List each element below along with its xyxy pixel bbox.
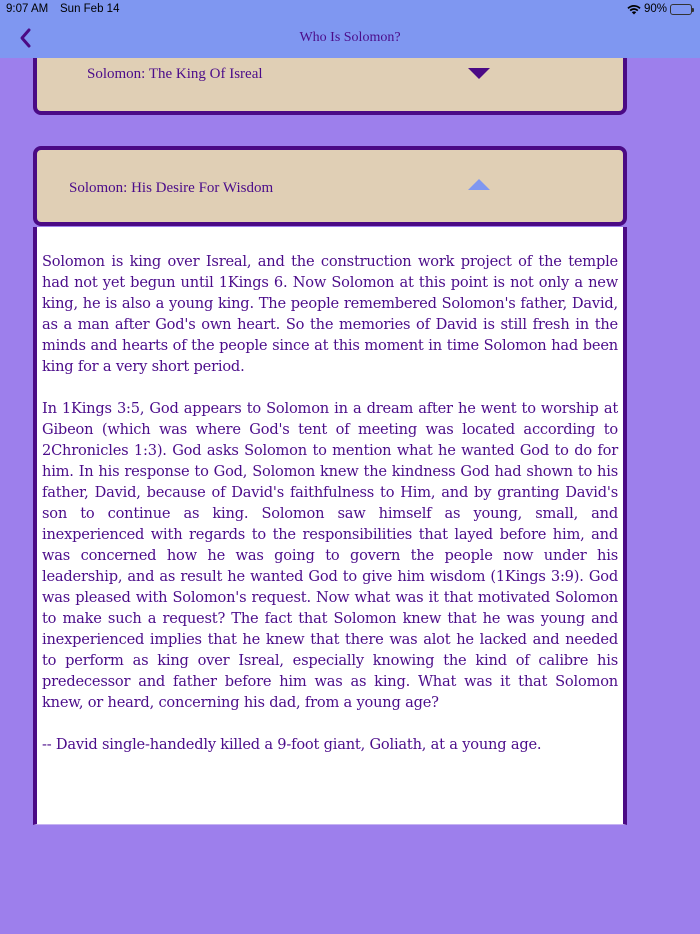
status-bar <box>0 0 700 20</box>
navigation-bar <box>0 0 700 58</box>
battery-percent: 90% <box>643 3 667 15</box>
wifi-icon <box>627 4 641 15</box>
page-title: Who Is Solomon? <box>299 30 401 45</box>
section-card-desire-for-wisdom[interactable] <box>33 146 627 226</box>
section-title: Solomon: The King Of Isreal <box>87 66 263 82</box>
status-date: Sun Feb 14 <box>60 3 120 15</box>
status-time: 9:07 AM <box>6 3 49 15</box>
paragraph: -- David single-handedly killed a 9-foot giant, Goliath, at a young age. <box>42 736 542 753</box>
paragraph: In 1Kings 3:5, God appears to Solomon in a dream after he went to worship at Gibeon (which was where God's tent of meeting was located according to 2Chronicles 1:3). God asks Solomon to mention what he wanted God to do for him. In his response to God, Solomon knew the kindness God had shown to his father, David, because of David's faithfulness to Him, and by granting David's son to continue as king. Solomon saw himself as young, small, and inexperienced with regards to the responsibilities that layed before him, and was concerned how he was going to govern the people now under his leadership, and as result he wanted God to give him wisdom (1Kings 3:9). God was pleased with Solomon's request. Now what was it that motivated Solomon to make such a request? The fact that Solomon knew that he was young and inexperienced implies that he knew that there was alot he lacked and needed to perform as king over Isreal, especially knowing the kind of calibre his predecessor and father before him was as king. What was it that Solomon knew, or heard, concerning his dad, from a young age? <box>42 400 618 711</box>
section-title: Solomon: His Desire For Wisdom <box>69 180 274 196</box>
paragraph: Solomon is king over Isreal, and the construction work project of the temple had not yet begun until 1Kings 6. Now Solomon at this point is not only a new king, he is also a young king. The people remembered Solomon's father, David, as a man after God's own heart. So the memories of David is still fresh in the minds and hearts of the people since at this moment in time Solomon had been king for a very short period. <box>42 253 618 375</box>
triangle-up-icon[interactable] <box>468 179 490 190</box>
section-content-panel[interactable] <box>33 227 627 825</box>
triangle-down-icon[interactable] <box>468 68 490 79</box>
battery-icon <box>670 4 692 15</box>
